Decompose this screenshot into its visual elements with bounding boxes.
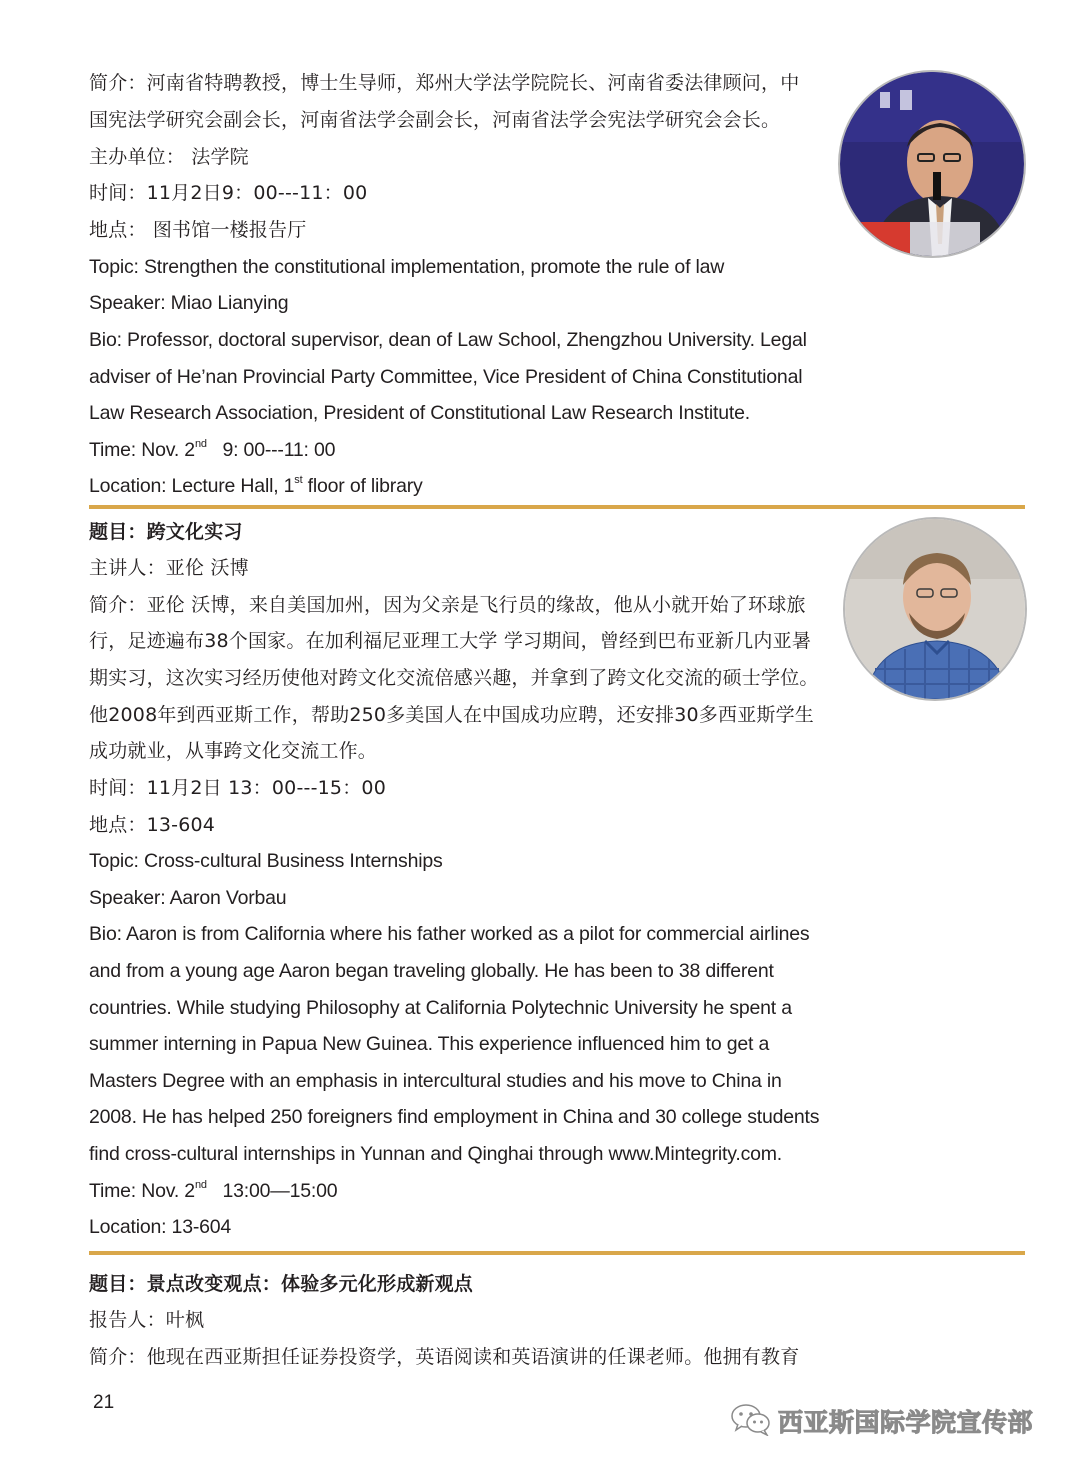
time-zh: 时间：11月2日 13：00---15：00 bbox=[89, 777, 386, 799]
speaker-zh: 主讲人：亚伦 沃博 bbox=[89, 557, 249, 579]
section-divider bbox=[89, 1251, 1025, 1255]
location-en-rest: floor of library bbox=[302, 475, 423, 497]
time-en-prefix: Time: Nov. 2 bbox=[89, 1180, 195, 1202]
time-en-prefix: Time: Nov. 2 bbox=[89, 439, 195, 461]
host-zh: 主办单位： 法学院 bbox=[89, 146, 249, 168]
bio-en-line: and from a young age Aaron began traveling globally. He has been to 38 different bbox=[89, 960, 774, 982]
bio-zh-line: 简介：他现在西亚斯担任证券投资学，英语阅读和英语演讲的任课老师。他拥有教育 bbox=[89, 1346, 800, 1368]
speaker-zh: 报告人：叶枫 bbox=[89, 1309, 205, 1331]
bio-en-line: adviser of He’nan Provincial Party Committee, Vice President of China Constitutional bbox=[89, 366, 803, 388]
topic-en: Topic: Strengthen the constitutional implementation, promote the rule of law bbox=[89, 256, 725, 278]
location-en: Location: 13-604 bbox=[89, 1216, 232, 1238]
time-en-sup: nd bbox=[194, 1179, 207, 1191]
watermark bbox=[730, 1402, 1033, 1440]
bio-zh-line: 简介：河南省特聘教授，博士生导师，郑州大学法学院院长、河南省委法律顾问，中 bbox=[89, 72, 800, 94]
time-en-sup: nd bbox=[194, 438, 207, 450]
bio-en-line: summer interning in Papua New Guinea. This experience influenced him to get a bbox=[89, 1033, 770, 1055]
bio-zh-line: 简介：亚伦 沃博，来自美国加州，因为父亲是飞行员的缘故，他从小就开始了环球旅 bbox=[89, 594, 806, 616]
speaker-photo bbox=[838, 70, 1026, 258]
title-zh: 题目：跨文化实习 bbox=[89, 521, 243, 543]
location-en bbox=[89, 473, 423, 499]
time-en bbox=[89, 437, 335, 463]
location-zh: 地点： 图书馆一楼报告厅 bbox=[89, 219, 307, 241]
bio-zh-line: 国宪法学研究会副会长，河南省法学会副会长，河南省法学会宪法学研究会会长。 bbox=[89, 109, 781, 131]
bio-zh-line: 行，足迹遍布38个国家。在加利福尼亚理工大学 学习期间，曾经到巴布亚新几内亚暑 bbox=[89, 630, 812, 652]
time-en-rest: 9: 00---11: 00 bbox=[206, 439, 336, 461]
bio-en-line: countries. While studying Philosophy at California Polytechnic University he spent a bbox=[89, 997, 792, 1019]
title-zh: 题目：景点改变观点：体验多元化形成新观点 bbox=[89, 1273, 474, 1295]
wechat-icon bbox=[730, 1402, 772, 1440]
bio-zh-line: 期实习，这次实习经历使他对跨文化交流倍感兴趣，并拿到了跨文化交流的硕士学位。 bbox=[89, 667, 819, 689]
topic-en: Topic: Cross-cultural Business Internships bbox=[89, 850, 443, 872]
bio-en-line: find cross-cultural internships in Yunnan and Qinghai through www.Mintegrity.com. bbox=[89, 1143, 783, 1165]
speaker-photo bbox=[843, 517, 1027, 701]
speaker-en: Speaker: Aaron Vorbau bbox=[89, 887, 287, 909]
bio-en-line: Masters Degree with an emphasis in intercultural studies and his move to China in bbox=[89, 1070, 782, 1092]
location-en-sup: st bbox=[294, 474, 303, 486]
speaker-en: Speaker: Miao Lianying bbox=[89, 292, 289, 314]
location-zh: 地点：13-604 bbox=[89, 814, 216, 836]
section-divider bbox=[89, 505, 1025, 509]
time-en bbox=[89, 1178, 337, 1204]
bio-en-line: Bio: Aaron is from California where his father worked as a pilot for commercial airlines bbox=[89, 923, 810, 945]
bio-en-line: Bio: Professor, doctoral supervisor, dean of Law School, Zhengzhou University. Legal bbox=[89, 329, 807, 351]
page-number: 21 bbox=[93, 1392, 115, 1413]
bio-en-line: Law Research Association, President of Constitutional Law Research Institute. bbox=[89, 402, 750, 424]
time-zh: 时间：11月2日9：00---11：00 bbox=[89, 182, 368, 204]
location-en-prefix: Location: Lecture Hall, 1 bbox=[89, 475, 295, 497]
bio-zh-line: 成功就业，从事跨文化交流工作。 bbox=[89, 740, 378, 762]
speaker-photo-image bbox=[845, 519, 1025, 699]
bio-zh-line: 他2008年到西亚斯工作，帮助250多美国人在中国成功应聘，还安排30多西亚斯学生 bbox=[89, 704, 814, 726]
time-en-rest: 13:00—15:00 bbox=[206, 1180, 338, 1202]
speaker-photo-image bbox=[840, 72, 1024, 256]
bio-en-line: 2008. He has helped 250 foreigners find employment in China and 30 college students bbox=[89, 1106, 820, 1128]
watermark-text: 西亚斯国际学院宣传部 bbox=[778, 1408, 1034, 1437]
